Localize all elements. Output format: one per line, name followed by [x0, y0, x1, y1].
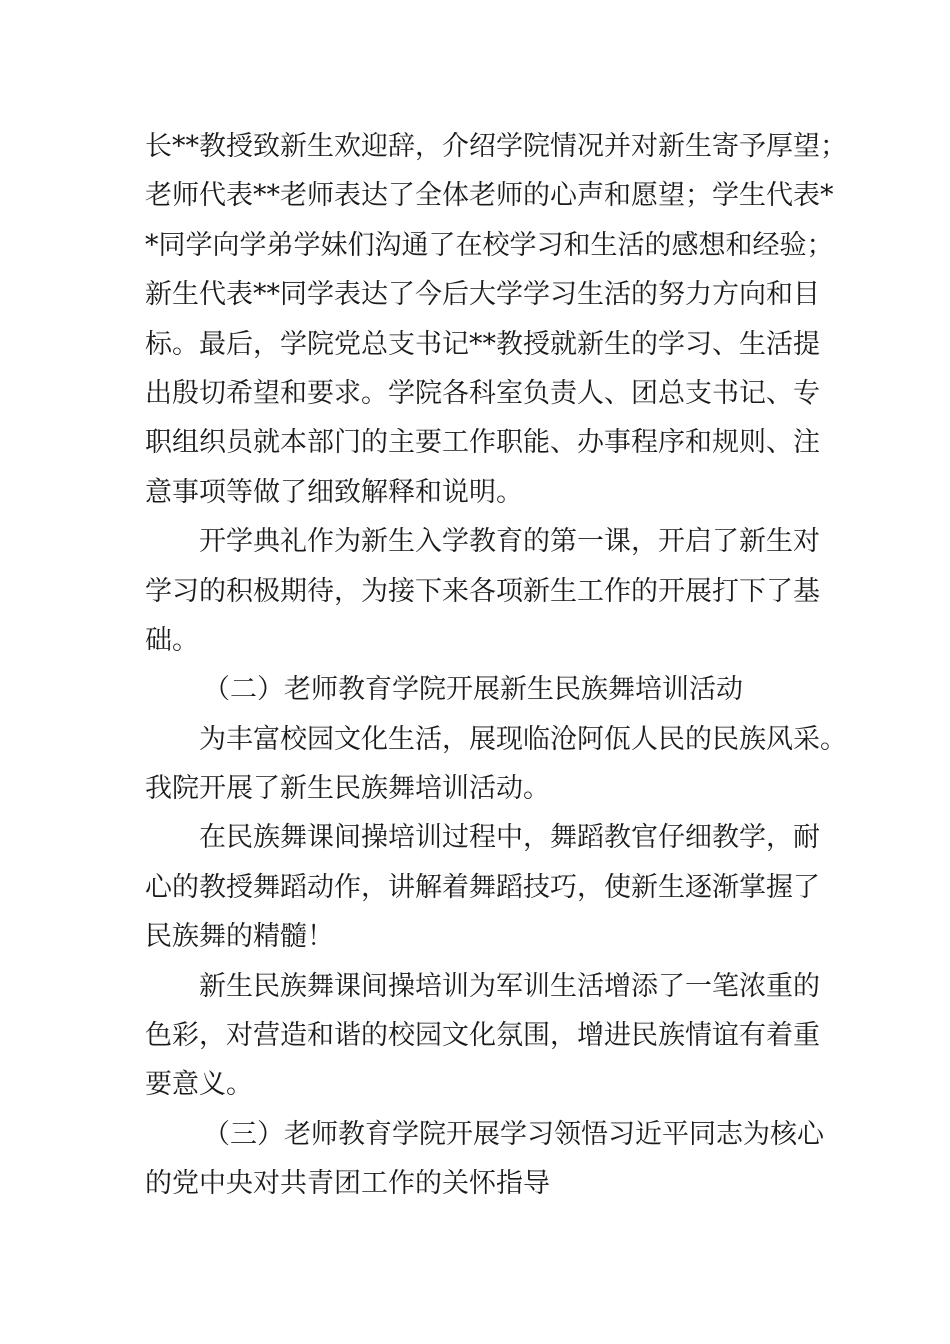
section-heading-2 — [145, 665, 825, 714]
text-line: 要意义。 — [145, 1069, 253, 1101]
paragraph-5 — [145, 962, 825, 1110]
text-line: 为丰富校园文化生活，展现临沧阿佤人民的民族风采。 — [199, 723, 847, 755]
paragraph-4 — [145, 813, 825, 961]
text-line: 意事项等做了细致解释和说明。 — [145, 476, 523, 508]
text-line: *同学向学弟学妹们沟通了在校学习和生活的感想和经验； — [145, 229, 834, 261]
text-line: 在民族舞课间操培训过程中，舞蹈教官仔细教学，耐 — [199, 822, 820, 854]
text-line: 出殷切希望和要求。学院各科室负责人、团总支书记、专 — [145, 377, 820, 409]
section-heading-3 — [145, 1110, 825, 1209]
text-line: 学习的积极期待，为接下来各项新生工作的开展打下了基 — [145, 575, 820, 607]
text-line: 新生代表**同学表达了今后大学学习生活的努力方向和目 — [145, 279, 820, 311]
text-line: 长**教授致新生欢迎辞，介绍学院情况并对新生寄予厚望； — [145, 131, 847, 162]
text-line: 我院开展了新生民族舞培训活动。 — [145, 773, 550, 805]
text-line: 色彩，对营造和谐的校园文化氛围，增进民族情谊有着重 — [145, 1020, 820, 1052]
heading-line: （三）老师教育学院开展学习领悟习近平同志为核心 — [203, 1118, 824, 1150]
paragraph-2 — [145, 517, 825, 665]
heading-line: 的党中央对共青团工作的关怀指导 — [145, 1168, 550, 1200]
text-line: 老师代表**老师表达了全体老师的心声和愿望；学生代表* — [145, 180, 834, 212]
text-line: 职组织员就本部门的主要工作职能、办事程序和规则、注 — [145, 427, 820, 459]
paragraph-1 — [145, 122, 847, 517]
text-line: 新生民族舞课间操培训为军训生活增添了一笔浓重的 — [199, 970, 820, 1002]
document-body — [145, 122, 847, 1209]
text-line: 标。最后，学院党总支书记**教授就新生的学习、生活提 — [145, 328, 820, 360]
text-line: 心的教授舞蹈动作，讲解着舞蹈技巧，使新生逐渐掌握了 — [145, 871, 820, 903]
heading-line: （二）老师教育学院开展新生民族舞培训活动 — [203, 674, 743, 706]
text-line: 开学典礼作为新生入学教育的第一课，开启了新生对 — [199, 526, 820, 558]
text-line: 础。 — [145, 624, 199, 656]
paragraph-3 — [145, 715, 847, 814]
text-line: 民族舞的精髓！ — [145, 921, 334, 953]
